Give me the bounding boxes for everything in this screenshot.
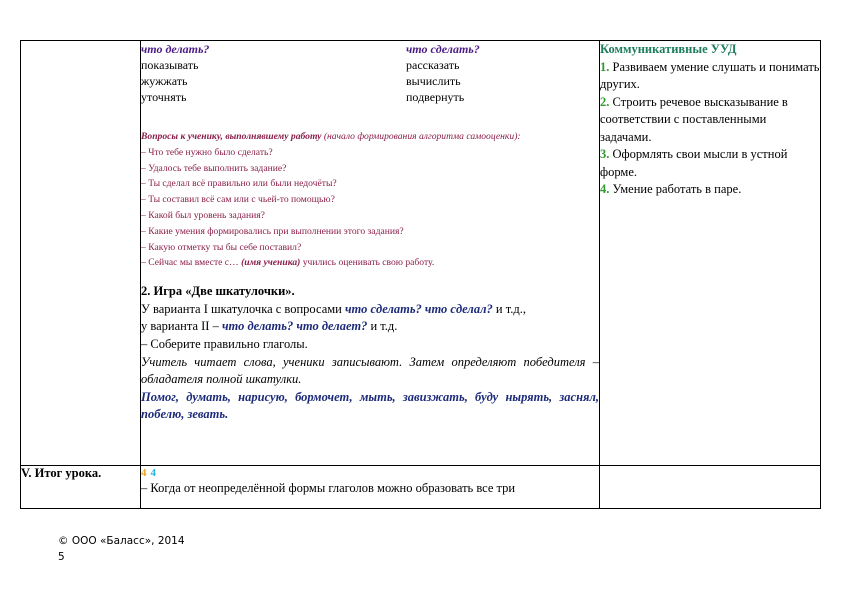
- verb-pair-row: [141, 73, 599, 89]
- verb-perfective: рассказать: [406, 58, 460, 72]
- question-item: – Какой был уровень задания?: [141, 209, 265, 221]
- game-word-list: Помог, думать, нарисую, бормочет, мыть, завизжать, буду нырять, заснял, побелю, зевать.: [141, 389, 599, 422]
- uud-title: Коммуникативные УУД: [600, 42, 737, 56]
- verb-imperfective: показывать: [141, 58, 199, 72]
- stage-cell: [21, 41, 141, 466]
- content-cell: [141, 41, 600, 466]
- verb-perfective: подвернуть: [406, 90, 465, 104]
- question-item: – Какую отметку ты бы себе поставил?: [141, 241, 302, 253]
- verb-imperfective: жужжать: [141, 74, 188, 88]
- game-title: 2. Игра «Две шкатулочки».: [141, 284, 295, 299]
- page-footer: [58, 533, 185, 565]
- questions-intro: Вопросы к ученику, выполнявшему работу (начало формирования алгоритма самооценки):: [141, 131, 521, 142]
- question-item: – Ты сделал всё правильно или были недочёты?: [141, 178, 337, 190]
- page-number: 5: [58, 551, 65, 563]
- game-variant-1: У варианта I шкатулочка с вопросами что сделать? что сделал? и т.д.,: [141, 301, 526, 316]
- question-item: – Что тебе нужно было сделать?: [141, 146, 273, 158]
- question-item: – Ты составил всё сам или с чьей-то помощью?: [141, 194, 335, 206]
- game-section: [141, 283, 599, 424]
- table-row: [21, 41, 821, 466]
- verb-pair-row: [141, 89, 599, 105]
- game-variant-2: у варианта II – что делать? что делает? и т.д.: [141, 319, 398, 334]
- game-teacher-note: Учитель читает слова, ученики записывают. Затем определяют победителя – обладателя полной шкатулки.: [141, 354, 599, 387]
- header-what-to-do: что делать?: [141, 42, 210, 56]
- summary-question: – Когда от неопределённой формы глаголов можно образовать все три: [141, 481, 516, 495]
- self-assessment-questions: [141, 129, 599, 271]
- uud-item: 1. Развиваем умение слушать и понимать других.: [600, 59, 820, 91]
- verb-pairs-header: [141, 41, 599, 57]
- header-what-to-finish: что сделать?: [406, 42, 480, 56]
- table-row: [21, 466, 821, 509]
- verb-imperfective: уточнять: [141, 90, 187, 104]
- summary-uud-cell: [600, 466, 821, 509]
- summary-content: [141, 466, 600, 509]
- question-item: – Какие умения формировались при выполнении этого задания?: [141, 225, 404, 237]
- question-item: – Удалось тебе выполнить задание?: [141, 162, 287, 174]
- summary-marks: 4 4: [141, 467, 156, 479]
- game-instruction: – Соберите правильно глаголы.: [141, 336, 308, 351]
- lesson-table: [20, 40, 821, 509]
- question-item-last: – Сейчас мы вместе с… (имя ученика) учились оценивать свою работу.: [141, 257, 435, 269]
- uud-cell: [600, 41, 821, 466]
- copyright: © ООО «Баласс», 2014: [58, 535, 185, 547]
- uud-item: 3. Оформлять свои мысли в устной форме.: [600, 147, 788, 179]
- summary-label: V. Итог урока.: [21, 466, 141, 509]
- verb-pair-row: [141, 57, 599, 73]
- uud-item: 4. Умение работать в паре.: [600, 182, 742, 196]
- verb-perfective: вычислить: [406, 74, 461, 88]
- uud-item: 2. Строить речевое высказывание в соответствии с поставленными задачами.: [600, 94, 788, 144]
